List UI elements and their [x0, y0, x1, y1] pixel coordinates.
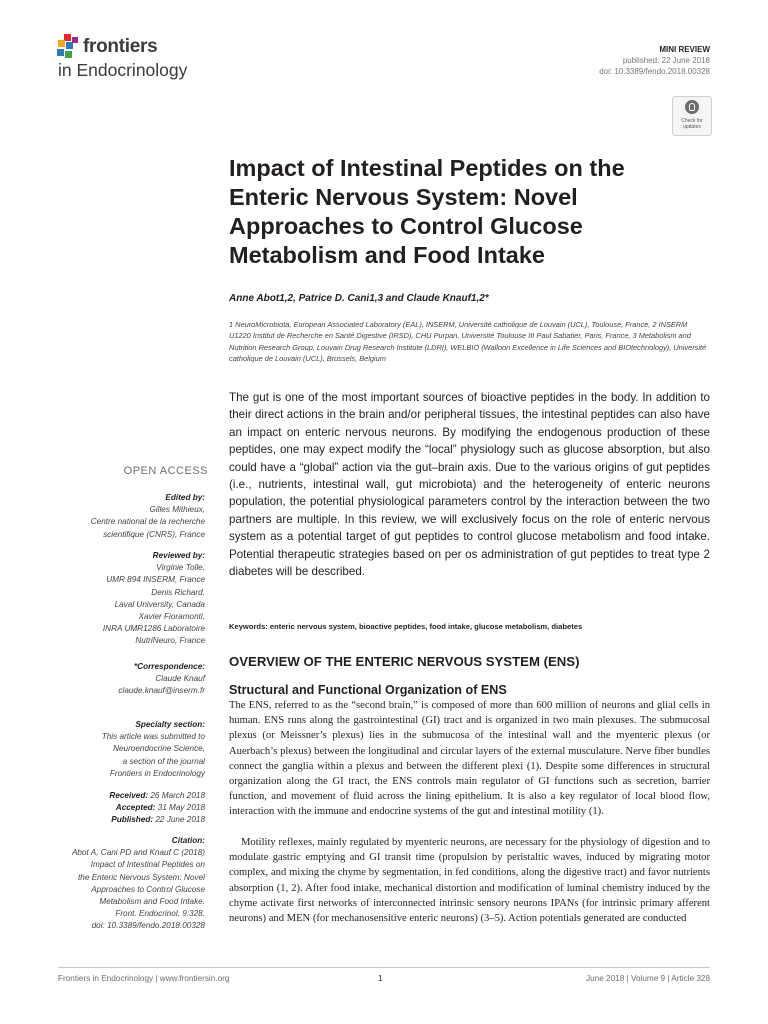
- open-access-label: OPEN ACCESS: [123, 465, 208, 477]
- article-meta: [599, 44, 710, 77]
- author-list[interactable]: Anne Abot1,2, Patrice D. Cani1,3 and Claude Knauf1,2*: [229, 293, 489, 304]
- specialty-block: [40, 719, 205, 780]
- article-title: Impact of Intestinal Peptides on the Enteric Nervous System: Novel Approaches to Control Glucose Metabolism and Food Intake: [229, 155, 625, 268]
- body-paragraph-1: The ENS, referred to as the “second brain,” is composed of more than 600 million of neurons and glial cells in human. ENS runs along the gastrointestinal (GI) tract and is organized in two main plexuses. The submucosal plexus (or Meissner’s plexus) lies in the submucosa of the intestinal wall and the myenteric plexus (or Auerbach’s plexus) between the longitudinal and circular layers of the external musculature. Nerve fiber bundles connect the ganglia within a plexus and between the different plexi (1). Despite some differences in structural organization along the GI tract, the ENS controls main regulator of GI functions such as secretion, barrier function, and movement of fluid across the lining epithelium. It is also a key regulator of local blood flow, interaction with the immune and endocrine systems of the gut and intestinal motility (1).: [229, 700, 710, 818]
- accepted-date: 31 May 2018: [157, 803, 205, 813]
- edited-by-label: Edited by:: [165, 493, 205, 502]
- citation-label: Citation:: [171, 836, 205, 845]
- edited-by-block: [40, 492, 205, 541]
- footer-journal-link[interactable]: Frontiers in Endocrinology | www.frontiersin.org: [58, 974, 230, 983]
- specialty-value: This article was submitted to Neuroendocrine Science, a section of the journal Frontiers in Endocrinology: [101, 732, 205, 778]
- published-date: published: 22 June 2018: [622, 56, 710, 65]
- received-date: 26 March 2018: [150, 791, 205, 800]
- footer-divider: [58, 967, 710, 968]
- page-number: 1: [378, 974, 383, 983]
- article-doi[interactable]: doi: 10.3389/fendo.2018.00328: [599, 67, 710, 76]
- reviewed-by-value[interactable]: Virginie Tolle, UMR 894 INSERM, France Denis Richard, Laval University, Canada Xavier Fioramonti, INRA UMR1286 Laboratoire NutriNeuro, France: [102, 563, 205, 646]
- citation-block: [40, 835, 205, 933]
- frontiers-logo-icon: [57, 34, 79, 60]
- published-label: Published:: [111, 815, 154, 825]
- specialty-label: Specialty section:: [135, 720, 205, 729]
- received-label: Received:: [109, 791, 149, 800]
- article-type: MINI REVIEW: [659, 45, 710, 54]
- check-updates-label: Check for updates: [681, 118, 703, 130]
- check-for-updates-button[interactable]: [672, 96, 712, 136]
- correspondence-label: *Correspondence:: [134, 662, 205, 671]
- subsection-heading: Structural and Functional Organization of ENS: [229, 683, 507, 697]
- correspondence-block: [40, 661, 205, 698]
- accepted-label: Accepted:: [115, 803, 156, 813]
- journal-name: in Endocrinology: [58, 60, 188, 80]
- body-paragraph-2: Motility reflexes, mainly regulated by myenteric neurons, are necessary for the physiology of digestion and to modulate gastric emptying and GI transit time (propulsion by peristaltic waves, induced by migrating motor complex, and mixing the chyme by segmentation, in fed conditions, along the digestive tract) and favor nutrients absorption (1, 2). After food intake, mechanical distortion and modification of luminal chemistry induced by the chyme activate first networks of interconnected intrinsic sensory neurons IPANs (for intrinsic primary afferent neurons) and MEN (for mechanosensitive enteric neurons) (3–5). Action potentials generated are conducted: [229, 837, 710, 925]
- footer-volume-info: June 2018 | Volume 9 | Article 328: [586, 974, 710, 983]
- keywords: Keywords: enteric nervous system, bioactive peptides, food intake, glucose metabolism, diabetes: [229, 622, 583, 631]
- dates-block: [40, 790, 205, 827]
- affiliations: 1 NeuroMicrobiota, European Associated Laboratory (EAL), INSERM, Université catholique de Louvain (UCL), Toulouse, France, 2 INSERM U1220 Institut de Recherche en Santé Digestive (IRSD), CHU Purpan, Université Toulouse III Paul Sabatier, Paris, France, 3 Metabolism and Nutrition Research Group, Louvain Drug Research Institute (LDRI), WELBIO (Walloon Excellence in Life Sciences and BIOtechnology), Université catholique de Louvain (UCL), Brussels, Belgium: [229, 320, 707, 363]
- citation-value: Abot A, Cani PD and Knauf C (2018) Impact of Intestinal Peptides on the Enteric Nervous System: Novel Approaches to Control Glucose Metabolism and Food Intake. Front. Endocrinol. 9:328. doi: 10.3389/fendo.2018.00328: [71, 848, 205, 931]
- journal-brand: frontiers: [83, 36, 158, 57]
- reviewed-by-block: [40, 550, 205, 648]
- edited-by-value[interactable]: Gilles Mithieux, Centre national de la recherche scientifique (CNRS), France: [90, 505, 205, 539]
- section-heading: OVERVIEW OF THE ENTERIC NERVOUS SYSTEM (ENS): [229, 654, 580, 669]
- published-side-date: 22 June 2018: [155, 815, 205, 825]
- update-badge-icon: [685, 100, 699, 114]
- abstract: The gut is one of the most important sources of bioactive peptides in the body. In addition to their direct actions in the brain and/or peripheral tissues, the intestinal peptides can also have an impact on enteric nervous neurons. By modifying the endogenous production of these peptides, one may expect modify the “local” physiology such as glucose absorption, but also could have a “global” action via the gut–brain axis. Due to the various origins of gut peptides (i.e., nutrients, intestinal wall, gut microbiota) and the heterogeneity of enteric neurons population, the potential physiological parameters control by the interaction between the two partners are multiple. In this review, we will exclusively focus on the role of enteric nervous system as a potential target of gut peptides to control glucose metabolism and food intake. Potential therapeutic strategies based on per os administration of gut peptides to treat type 2 diabetes will be described.: [229, 391, 710, 579]
- correspondence-value[interactable]: Claude Knauf claude.knauf@inserm.fr: [118, 674, 205, 696]
- reviewed-by-label: Reviewed by:: [152, 551, 205, 560]
